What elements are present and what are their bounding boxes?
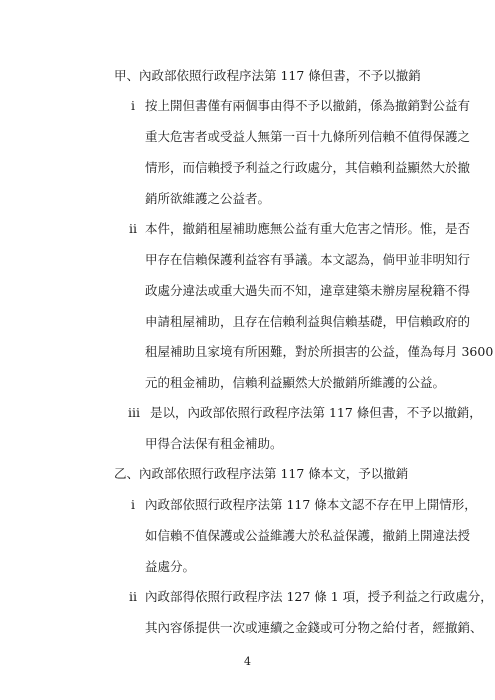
paragraph-line: 是以，內政部依照行政程序法第 117 條但書，不予以撤銷， <box>150 405 482 420</box>
paragraph-line: 本件，撤銷租屋補助應無公益有重大危害之情形。惟，是否 <box>145 221 471 236</box>
paragraph-line: 元的租金補助，信賴利益顯然大於撤銷所維護的公益。 <box>145 375 446 390</box>
paragraph-line: 如信賴不值保護或公益維護大於私益保護，撤銷上開違法授 <box>145 528 471 543</box>
paragraph-line: 銷所欲維護之公益者。 <box>145 191 271 206</box>
paragraph-line: 重大危害者或受益人無第一百十九條所列信賴不值得保護之 <box>145 129 471 144</box>
item-marker: i <box>131 98 135 113</box>
item-marker: ii <box>129 221 137 236</box>
paragraph-line: 內政部得依照行政程序法 127 條 1 項，授予利益之行政處分， <box>145 589 493 604</box>
item-marker: ii <box>129 589 137 604</box>
paragraph-line: 甲得合法保有租金補助。 <box>145 436 283 451</box>
paragraph-line: 甲存在信賴保護利益容有爭議。本文認為，倘甲並非明知行 <box>145 252 471 267</box>
paragraph-line: 政處分違法或重大過失而不知，違章建築未辦房屋稅籍不得 <box>145 283 471 298</box>
paragraph-line: 申請租屋補助，且存在信賴利益與信賴基礎，甲信賴政府的 <box>145 314 471 329</box>
paragraph-line: 內政部依照行政程序法第 117 條本文認不存在甲上開情形， <box>145 497 477 512</box>
paragraph-line: 按上開但書僅有兩個事由得不予以撤銷，係為撤銷對公益有 <box>145 98 471 113</box>
section-heading-jia: 甲、內政部依照行政程序法第 117 條但書，不予以撤銷 <box>114 68 421 83</box>
paragraph-line: 益處分。 <box>145 559 196 574</box>
paragraph-line: 情形，而信賴授予利益之行政處分，其信賴利益顯然大於撤 <box>145 160 471 175</box>
page-number: 4 <box>244 655 251 668</box>
item-marker: i <box>131 497 135 512</box>
item-marker: iii <box>128 405 140 420</box>
paragraph-line: 租屋補助且家境有所困難，對於所損害的公益，僅為每月 3600 <box>145 344 494 359</box>
paragraph-line: 其內容係提供一次或連續之金錢或可分物之給付者，經撤銷、 <box>145 620 483 635</box>
section-heading-yi: 乙、內政部依照行政程序法第 117 條本文，予以撤銷 <box>114 466 409 481</box>
